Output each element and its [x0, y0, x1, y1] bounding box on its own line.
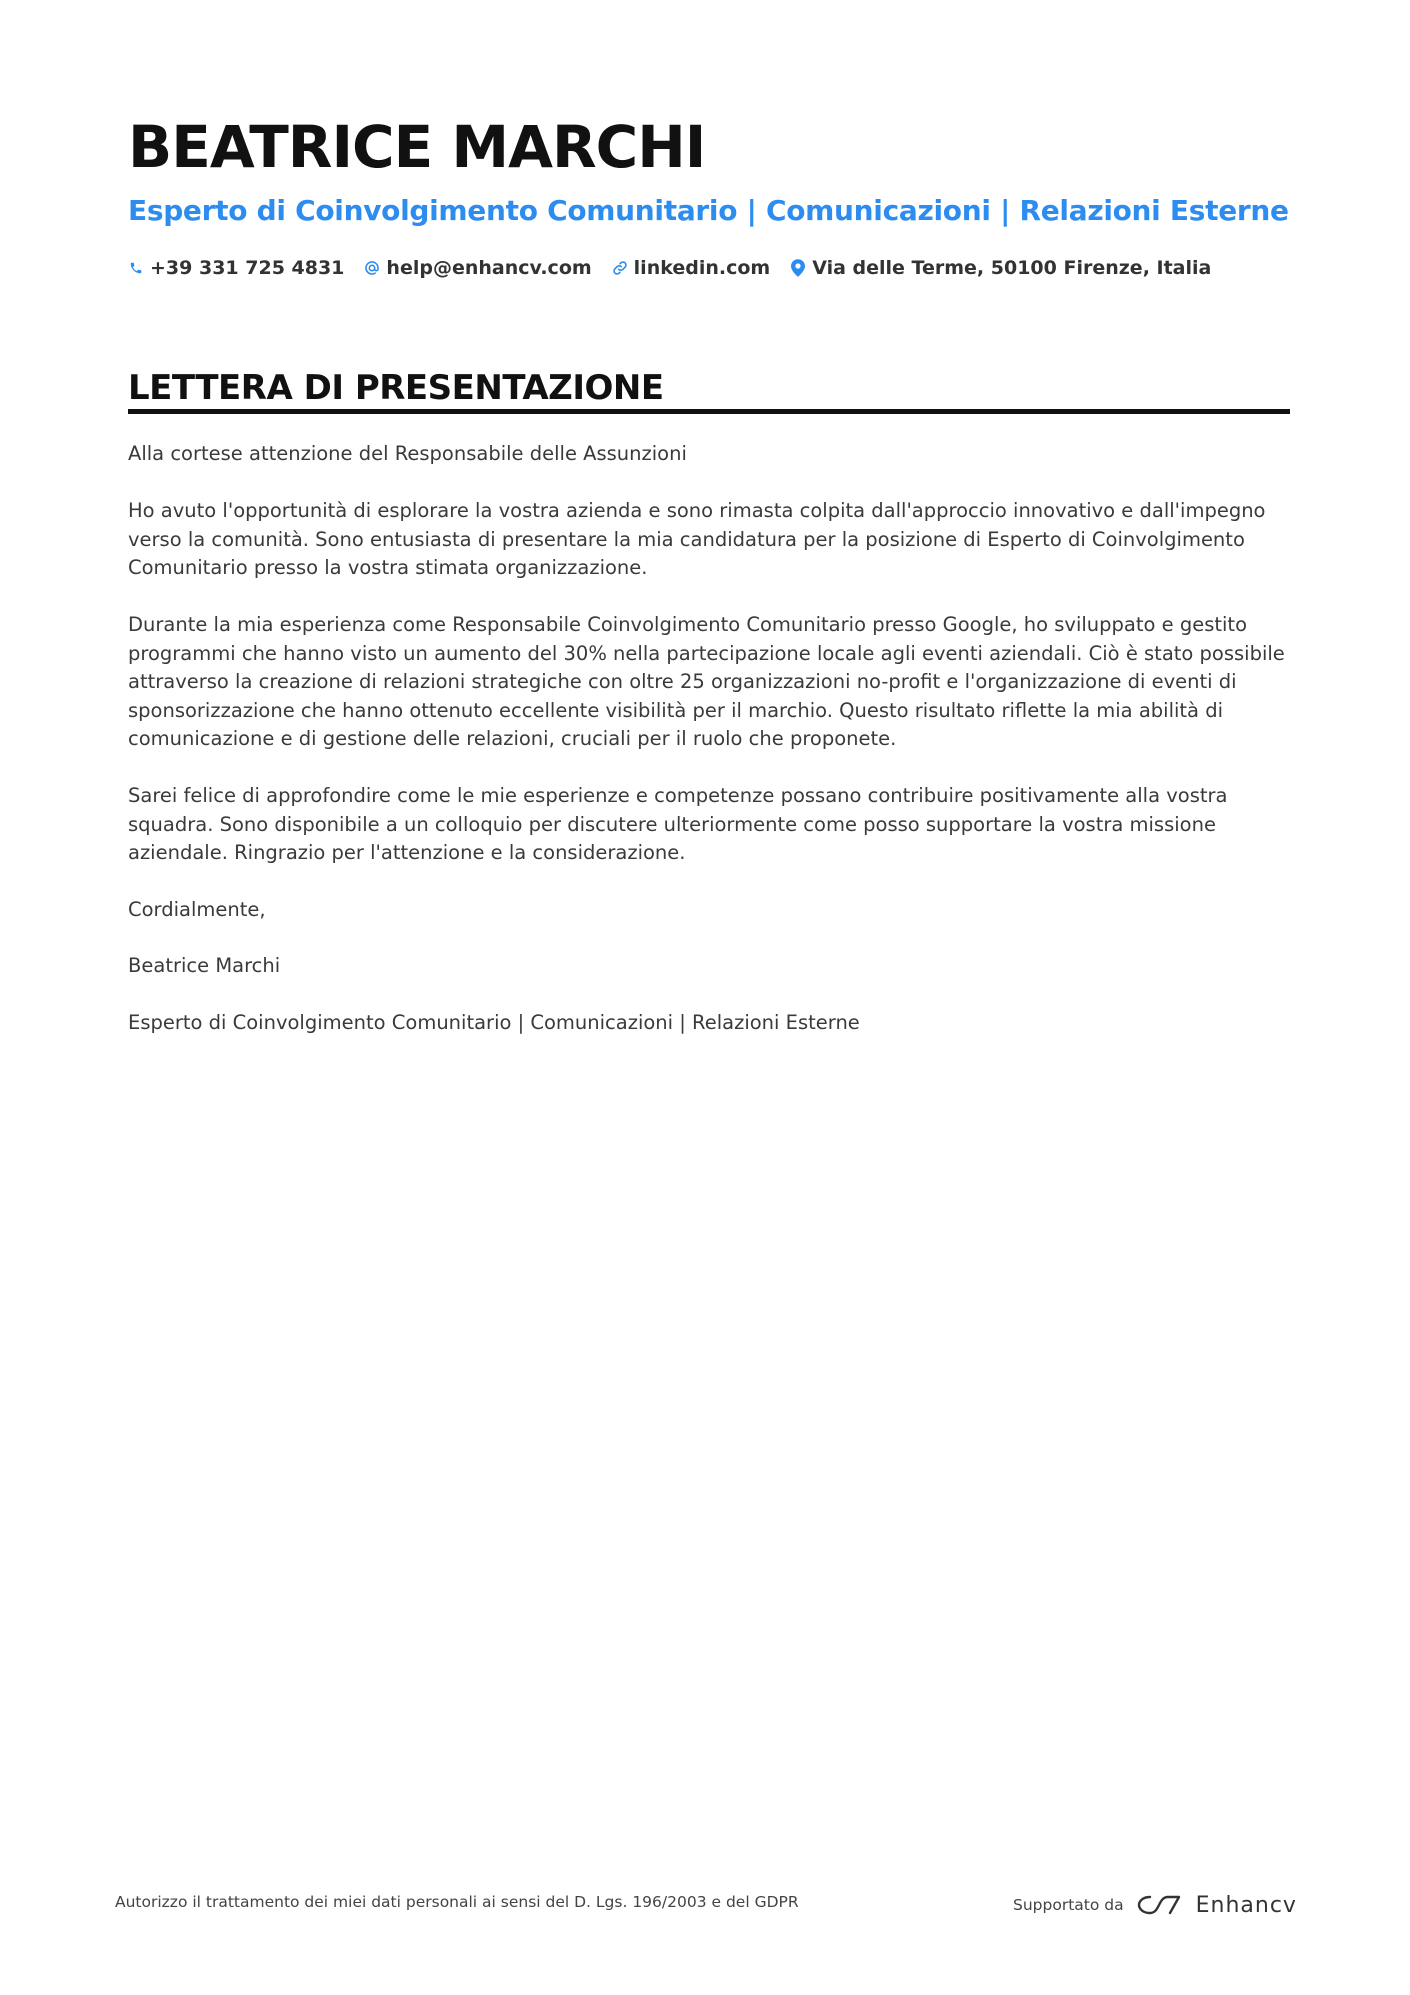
contact-email[interactable] [364, 257, 591, 279]
location-pin-icon [790, 258, 806, 278]
contact-info-row [128, 254, 1231, 282]
paragraph-intro: Ho avuto l'opportunità di esplorare la vostra azienda e sono rimasta colpita dall'approccio innovativo e dall'impegno verso la comunità. Sono entusiasta di presentare la mia candidatura per la posizione di Esperto di Coinvolgimento Comunitario presso la vostra stimata organizzazione. [128, 499, 1266, 579]
powered-by[interactable] [1013, 1888, 1297, 1922]
contact-linkedin[interactable] [612, 257, 771, 279]
enhancv-logo-icon [1136, 1893, 1182, 1917]
contact-location-text: Via delle Terme, 50100 Firenze, Italia [812, 257, 1212, 279]
paragraph-closing: Sarei felice di approfondire come le mie esperienze e competenze possano contribuire positivamente alla vostra squadra. Sono disponibile a un colloquio per discutere ulteriormente come posso supportare la vostra missione aziendale. Ringrazio per l'attenzione e la considerazione. [128, 784, 1228, 864]
privacy-note: Autorizzo il trattamento dei miei dati personali ai sensi del D. Lgs. 196/2003 e del GDPR [115, 1893, 799, 1911]
salutation: Alla cortese attenzione del Responsabile delle Assunzioni [128, 442, 687, 465]
phone-icon [128, 258, 144, 278]
contact-email-text: help@enhancv.com [386, 257, 592, 279]
at-icon [364, 258, 380, 278]
signature-name: Beatrice Marchi [128, 954, 281, 977]
candidate-title: Esperto di Coinvolgimento Comunitario | Comunicazioni | Relazioni Esterne [128, 194, 1289, 227]
candidate-name: BEATRICE MARCHI [128, 113, 706, 181]
section-divider [128, 409, 1290, 414]
powered-by-label: Supportato da [1013, 1896, 1124, 1914]
section-title: LETTERA DI PRESENTAZIONE [128, 368, 664, 408]
contact-phone [128, 257, 344, 279]
contact-phone-text: +39 331 725 4831 [150, 257, 345, 279]
enhancv-brand: Enhancv [1195, 1892, 1297, 1918]
letter-body [128, 440, 1290, 1066]
paragraph-experience: Durante la mia esperienza come Responsabile Coinvolgimento Comunitario presso Google, ho sviluppato e gestito programmi che hanno visto un aumento del 30% nella partecipazione locale agli eventi aziendali. Ciò è stato possibile attraverso la creazione di relazioni strategiche con oltre 25 organizzazioni no-profit e l'organizzazione di eventi di sponsorizzazione che hanno ottenuto eccellente visibilità per il marchio. Questo risultato riflette la mia abilità di comunicazione e di gestione delle relazioni, cruciali per il ruolo che proponete. [128, 613, 1285, 750]
contact-linkedin-text: linkedin.com [633, 257, 771, 279]
signature-title: Esperto di Coinvolgimento Comunitario | Comunicazioni | Relazioni Esterne [128, 1010, 860, 1034]
link-icon [612, 258, 628, 278]
contact-location [790, 257, 1211, 279]
closing: Cordialmente, [128, 897, 266, 921]
